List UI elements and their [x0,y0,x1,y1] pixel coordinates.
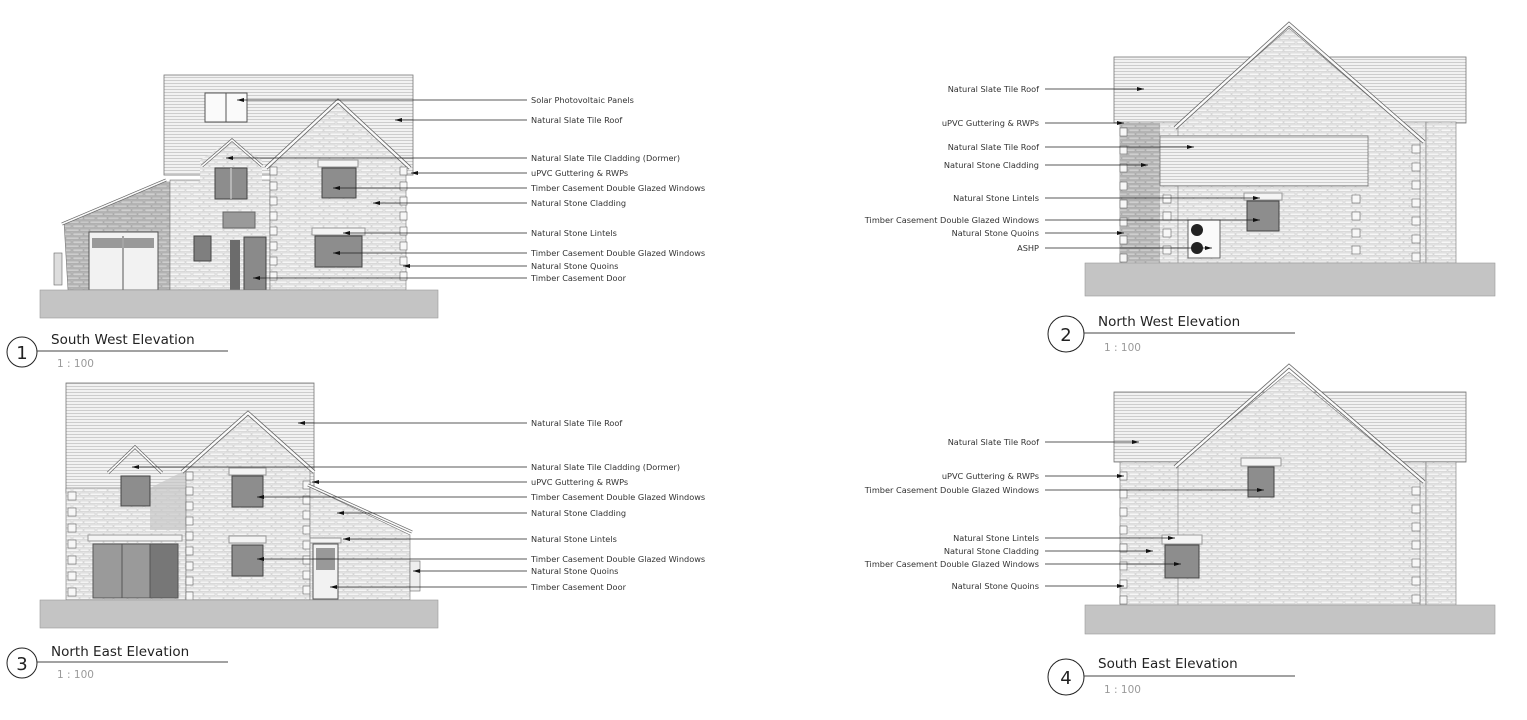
callout-label: uPVC Guttering & RWPs [531,477,629,487]
callout-label: Natural Stone Lintels [953,533,1039,543]
callout-label: Natural Stone Cladding [531,508,627,518]
view-scale: 1 : 100 [57,669,94,681]
view-scale: 1 : 100 [57,358,94,370]
callout-label: Natural Slate Tile Roof [947,84,1039,94]
callout-label: Natural Stone Cladding [943,160,1039,170]
elevation-south-east [864,366,1495,696]
callout-label: Natural Stone Lintels [531,228,617,238]
callout-label: Natural Slate Tile Cladding (Dormer) [531,462,681,472]
callout-label: Timber Casement Double Glazed Windows [864,215,1039,225]
callout-label: Natural Slate Tile Roof [531,115,623,125]
callout-labels [864,437,1040,591]
view-scale: 1 : 100 [1104,684,1141,696]
building-drawing [1085,24,1495,296]
callout-labels [864,84,1040,253]
callout-label: ASHP [1017,243,1039,253]
view-title: South East Elevation [1098,656,1238,672]
callout-label: Natural Slate Tile Cladding (Dormer) [531,153,681,163]
callout-label: Natural Stone Lintels [531,534,617,544]
callout-label: Natural Slate Tile Roof [531,418,623,428]
ground-plane [40,290,438,318]
callout-label: Timber Casement Double Glazed Windows [531,492,706,502]
ground-plane [1085,263,1495,296]
elevation-north-west [864,24,1495,354]
callout-label: Timber Casement Door [531,582,626,592]
callout-label: Solar Photovoltaic Panels [531,95,634,105]
elevation-north-east [7,383,705,681]
callout-label: Natural Stone Quoins [531,566,619,576]
callout-labels [530,418,705,592]
view-scale: 1 : 100 [1104,342,1141,354]
garage-door [93,544,122,598]
view-title-block [7,332,228,370]
view-title: South West Elevation [51,332,195,348]
callout-label: Timber Casement Double Glazed Windows [531,248,706,258]
callout-label: Natural Slate Tile Roof [947,437,1039,447]
view-title-block [1048,314,1295,354]
callout-labels [530,95,705,283]
view-number: 4 [1060,668,1072,689]
callout-label: Timber Casement Double Glazed Windows [864,559,1039,569]
view-number: 3 [16,654,28,675]
callout-label: Natural Stone Lintels [953,193,1039,203]
callout-label: Timber Casement Double Glazed Windows [864,485,1039,495]
callout-label: Natural Stone Cladding [943,546,1039,556]
building-drawing [1085,366,1495,634]
ground-plane [1085,605,1495,634]
view-number: 2 [1060,325,1072,346]
view-title: North East Elevation [51,644,190,660]
ashp-unit [1188,220,1220,258]
callout-label: Timber Casement Double Glazed Windows [531,554,706,564]
callout-label: Natural Stone Quoins [951,228,1039,238]
front-door [244,237,266,290]
building-drawing [40,75,438,318]
callout-label: Natural Stone Quoins [531,261,619,271]
ground-plane [40,600,438,628]
view-title-block [7,644,228,681]
callout-label: Natural Slate Tile Roof [947,142,1039,152]
callout-label: uPVC Guttering & RWPs [531,168,629,178]
building-drawing [40,383,438,628]
lean-to-roof [1160,136,1368,186]
callout-label: uPVC Guttering & RWPs [941,118,1039,128]
callout-label: Natural Stone Quoins [951,581,1039,591]
elevation-south-west [7,75,705,370]
callout-label: uPVC Guttering & RWPs [941,471,1039,481]
callout-label: Natural Stone Cladding [531,198,627,208]
view-number: 1 [16,343,28,364]
view-title-block [1048,656,1295,696]
view-title: North West Elevation [1098,314,1241,330]
callout-label: Timber Casement Door [531,273,626,283]
callout-label: Timber Casement Double Glazed Windows [531,183,706,193]
